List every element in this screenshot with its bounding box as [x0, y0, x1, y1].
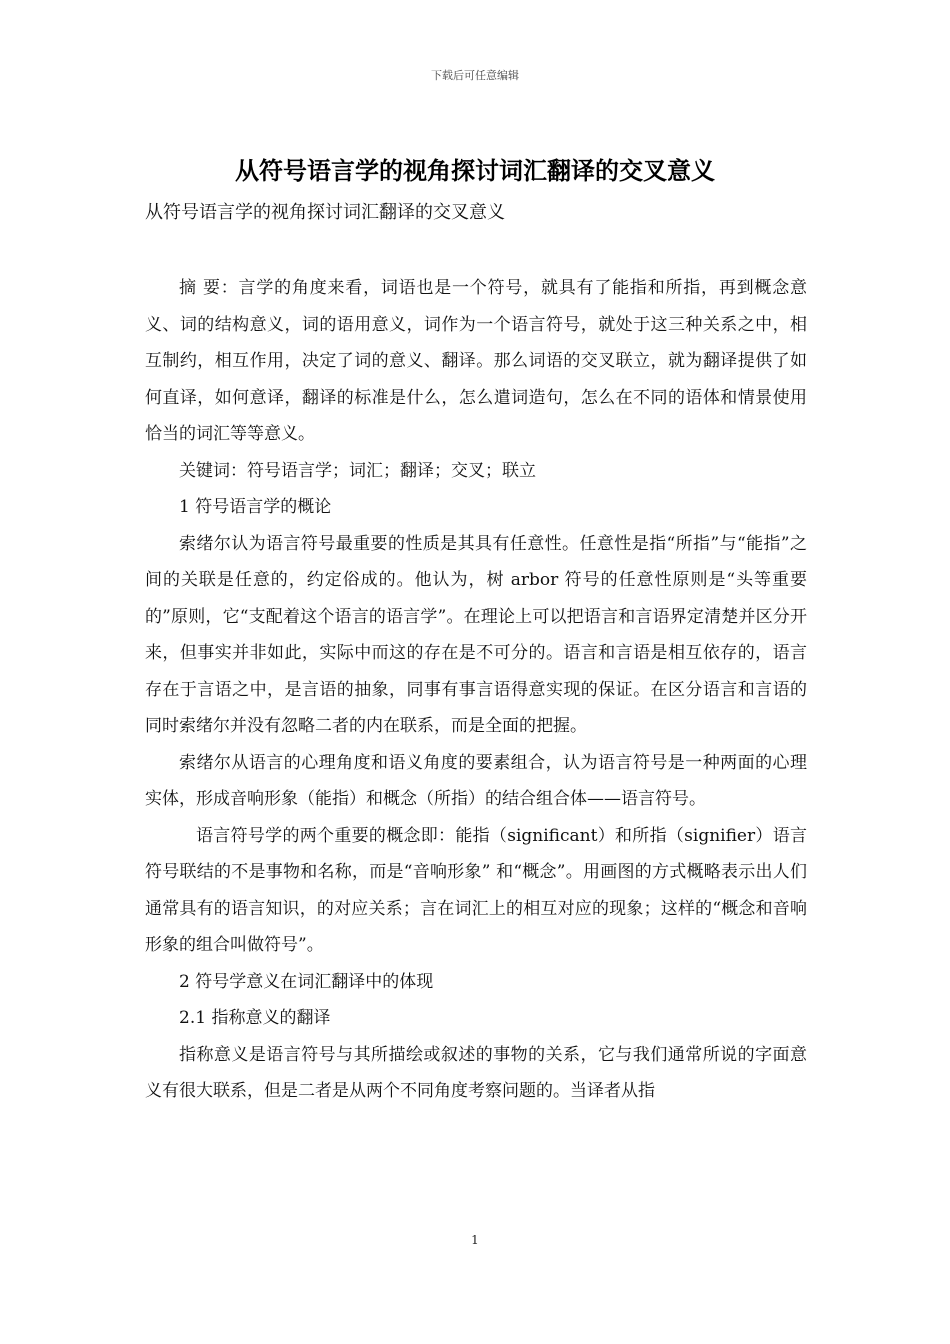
keywords-paragraph: 关键词：符号语言学；词汇；翻译；交叉；联立 — [179, 460, 536, 481]
body-paragraph: 索绪尔从语言的心理角度和语义角度的要素组合，认为语言符号是一种两面的心理实体，形成音响形象（能指）和概念（所指）的结合组合体——语言符号。 — [145, 752, 807, 809]
page-number: 1 — [471, 1233, 479, 1247]
abstract-paragraph: 摘 要：言学的角度来看，词语也是一个符号，就具有了能指和所指，再到概念意义、词的结构意义，词的语用意义，词作为一个语言符号，就处于这三种关系之中，相互制约，相互作用，决定了词的意义、翻译。那么词语的交叉联立，就为翻译提供了如何直译，如何意译，翻译的标准是什么，怎么遣词造句，怎么在不同的语体和情景使用恰当的词汇等等意义。 — [145, 278, 807, 444]
section-heading-1: 1 符号语言学的概论 — [179, 497, 332, 517]
subsection-heading-2-1: 2.1 指称意义的翻译 — [179, 1008, 331, 1028]
body-paragraph: 指称意义是语言符号与其所描绘或叙述的事物的关系，它与我们通常所说的字面意义有很大联系，但是二者是从两个不同角度考察问题的。当译者从指 — [145, 1044, 807, 1101]
section-heading-2: 2 符号学意义在词汇翻译中的体现 — [179, 971, 434, 992]
document-title: 从符号语言学的视角探讨词汇翻译的交叉意义 — [235, 156, 715, 185]
page-header: 下载后可任意编辑 — [431, 69, 519, 82]
body-paragraph: 索绪尔认为语言符号最重要的性质是其具有任意性。任意性是指“所指”与“能指”之间的关联是任意的，约定俗成的。他认为，树 arbor 符号的任意性原则是“头等重要的”原则，它“支配着这个语言的语言学”。在理论上可以把语言和言语界定清楚并区分开来，但事实并非如此，实际中而这的存在是不可分的。语言和言语是相互依存的，语言存在于言语之中，是言语的抽象，同事有事言语得意实现的保证。在区分语言和言语的同时索绪尔并没有忽略二者的内在联系，而是全面的把握。 — [145, 533, 807, 736]
document-subtitle: 从符号语言学的视角探讨词汇翻译的交叉意义 — [145, 202, 505, 223]
document-body — [145, 270, 807, 1110]
body-paragraph: 语言符号学的两个重要的概念即：能指（significant）和所指（signifier）语言符号联结的不是事物和名称，而是“音响形象” 和“概念”。用画图的方式概略表示出人们通常具有的语言知识，的对应关系；言在词汇上的相互对应的现象；这样的“概念和音响形象的组合叫做符号”。 — [145, 825, 807, 955]
